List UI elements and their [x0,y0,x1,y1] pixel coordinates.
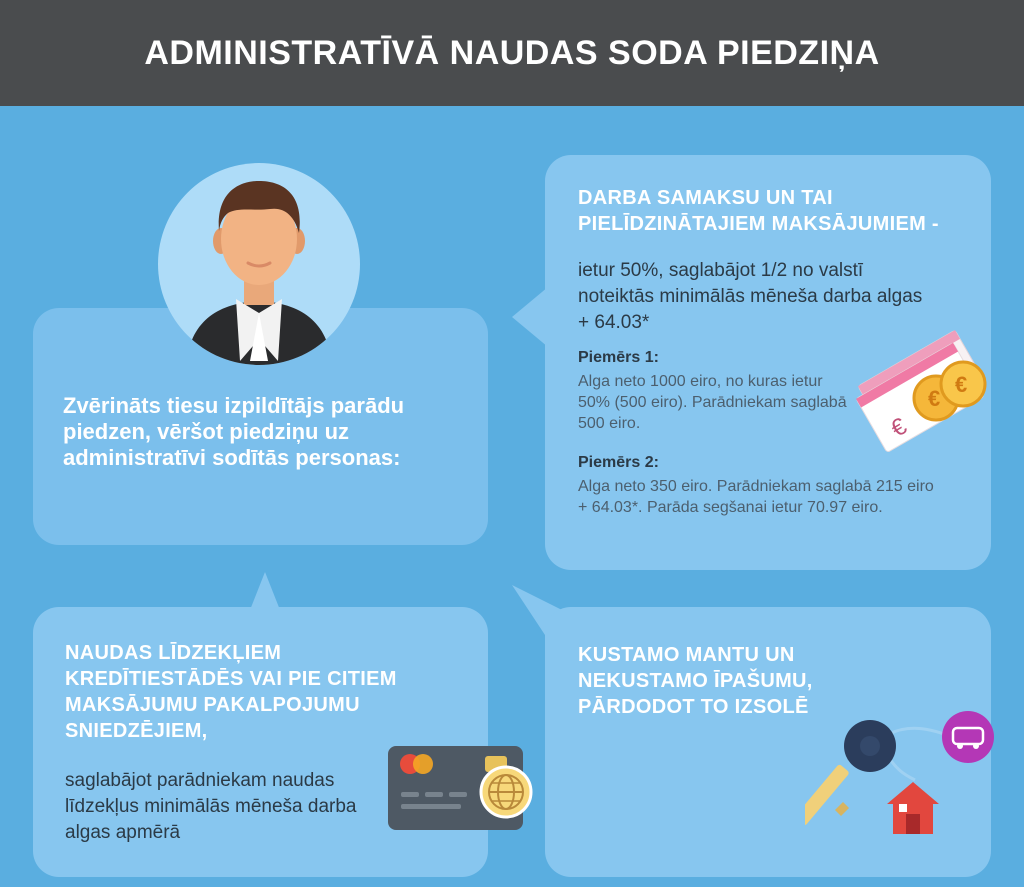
bailiff-statement: Zvērināts tiesu izpildītājs parādu piedzen, vēršot piedziņu uz administratīvi sodītās personas: [63,393,405,470]
example-2-title: Piemērs 2: [578,454,659,471]
salary-title: DARBA SAMAKSU UN TAI PIELĪDZINĀTAJIEM MAKSĀJUMIEM - [578,187,939,235]
car-tag-icon [942,711,994,763]
house-tag-icon [887,782,939,834]
bank-card-icon [385,742,535,834]
bailiff-avatar [158,163,360,365]
header-bar [0,0,1024,106]
euro-sign-note: € [886,412,912,443]
keys-house-car-icon [805,700,1005,842]
car-key-icon [805,720,896,826]
funds-title: NAUDAS LĪDZEKĻIEM KREDĪTIESTĀDĒS VAI PIE CITIEM MAKSĀJUMU PAKALPOJUMU SNIEDZĒJIEM, [65,642,397,742]
page-title: ADMINISTRATĪVĀ NAUDAS SODA PIEDZIŅA [144,33,880,72]
banknotes-coins-icon [848,312,996,458]
example-2-body: Alga neto 350 eiro. Parādniekam saglabā 215 eiro + 64.03*. Parāda segšanai ietur 70.97 eiro. [578,478,934,516]
property-title: KUSTAMO MANTU UN NEKUSTAMO ĪPAŠUMU, PĀRDODOT TO IZSOLĒ [578,644,813,718]
euro-sign-coin-1: € [928,386,941,411]
example-1-body: Alga neto 1000 eiro, no kuras ietur 50% (500 eiro). Parādniekam saglabā 500 eiro. [578,373,847,432]
salary-body: ietur 50%, saglabājot 1/2 no valstī noteiktās minimālās mēneša darba algas + 64.03* [578,260,923,333]
judge-icon [158,163,360,365]
funds-body: saglabājot parādniekam naudas līdzekļus minimālās mēneša darba algas apmērā [65,770,357,843]
example-1-title: Piemērs 1: [578,349,659,366]
speech-tail-right-top [512,287,548,347]
euro-sign-coin-2: € [955,372,968,397]
speech-tail-left-mid [250,572,280,610]
